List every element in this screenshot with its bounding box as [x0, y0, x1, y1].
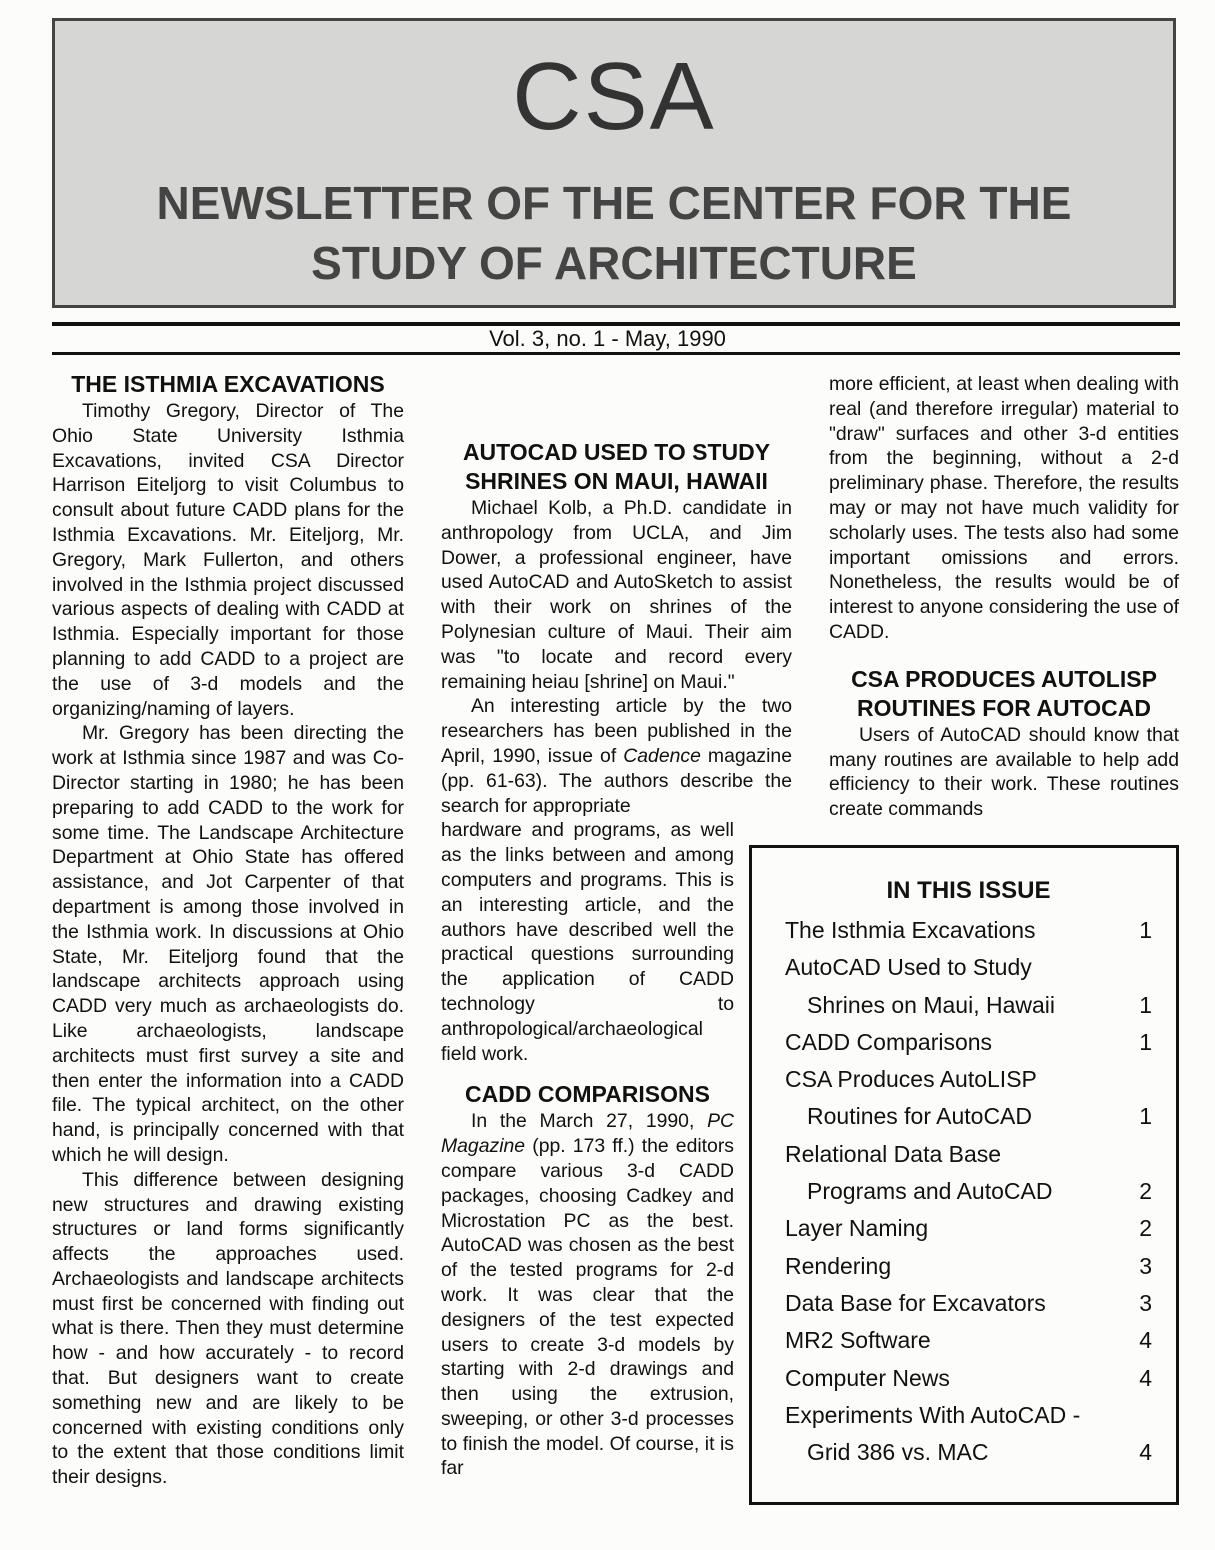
- toc-item-title: CADD Comparisons: [785, 1028, 993, 1055]
- toc-list: [785, 912, 1152, 1471]
- masthead-subtitle-line2: STUDY OF ARCHITECTURE: [311, 237, 917, 289]
- toc-item: [785, 949, 1152, 986]
- toc-item-title: Computer News: [785, 1364, 950, 1391]
- toc-item-page: 1: [1139, 1103, 1152, 1130]
- heading-maui-line2: SHRINES ON MAUI, HAWAII: [465, 468, 768, 494]
- heading-autolisp: [829, 665, 1179, 723]
- toc-item-page: 4: [1139, 1439, 1152, 1466]
- toc-item: [785, 1136, 1152, 1173]
- toc-item-page: [1126, 1397, 1152, 1434]
- toc-item: [785, 1322, 1152, 1359]
- toc-item-page: 4: [1139, 1364, 1152, 1391]
- toc-item: [785, 1360, 1152, 1397]
- toc-item: [785, 1434, 1152, 1471]
- toc-item: [785, 1173, 1152, 1210]
- toc-item-title: CSA Produces AutoLISP: [785, 1066, 1037, 1093]
- toc-item-title: Rendering: [785, 1252, 892, 1279]
- toc-item: [785, 1098, 1152, 1135]
- toc-item-title: Routines for AutoCAD: [807, 1103, 1033, 1130]
- cadd-p1-text-b: (pp. 173 ff.) the editors compare various 3-d CADD packages, choosing Cadkey and Microstation PC as the best. AutoCAD was chosen as the best of the tested programs for 2-d work. It was clear that the designers of the test expected users to create 3-d models by starting with 2-d drawings and then using the extrusion, sweeping, or other 3-d processes to finish the model. Of course, it is far: [441, 1135, 734, 1480]
- toc-item-page: 3: [1139, 1252, 1152, 1279]
- maui-paragraph-1: Michael Kolb, a Ph.D. candidate in anthropology from UCLA, and Jim Dower, a professional engineer, have used AutoCAD and AutoSketch to assist with their work on shrines of the Polynesian culture of Maui. Their aim was "to locate and record every remaining heiau [shrine] on Maui.": [441, 497, 792, 693]
- in-this-issue-box: [749, 845, 1179, 1505]
- toc-item-page: 2: [1139, 1178, 1152, 1205]
- toc-item-page: 3: [1139, 1289, 1152, 1316]
- cadd-p1-text-a: In the March 27, 1990,: [471, 1110, 695, 1133]
- toc-item-page: 4: [1139, 1327, 1152, 1354]
- column-1: [52, 370, 404, 1490]
- heading-autolisp-line2: ROUTINES FOR AUTOCAD: [857, 694, 1151, 721]
- toc-item-page: 2: [1139, 1215, 1152, 1242]
- pc-magazine-title: PC Magazine: [441, 1110, 734, 1158]
- autolisp-paragraph-1: Users of AutoCAD should know that many routines are available to help add efficiency to their work. These routines create commands: [829, 723, 1179, 821]
- toc-item: [785, 1061, 1152, 1098]
- maui-p2-text-b: magazine (pp. 61-63). The authors describe the search for appropriate: [441, 744, 792, 817]
- toc-item: [785, 1210, 1152, 1247]
- issue-line: Vol. 3, no. 1 - May, 1990: [489, 326, 726, 351]
- masthead-subtitle: [55, 173, 1173, 293]
- isthmia-paragraph-1: Timothy Gregory, Director of The Ohio State University Isthmia Excavations, invited CSA Director Harrison Eiteljorg to visit Columbus to consult about future CADD plans for the Isthmia Excavations. Mr. Eiteljorg, Mr. Gregory, Mark Fullerton, and others involved in the Isthmia project discussed various aspects of dealing with CADD at Isthmia. Especially important for those planning to add CADD to a project are the use of 3-d models and the organizing/naming of layers.: [52, 400, 404, 720]
- toc-item: [785, 1024, 1152, 1061]
- heading-cadd: CADD COMPARISONS: [465, 1081, 710, 1108]
- toc-item-page: [1126, 1061, 1152, 1098]
- toc-item-title: Experiments With AutoCAD -: [785, 1401, 1081, 1428]
- toc-item-title: The Isthmia Excavations: [785, 917, 1036, 943]
- heading-maui: [441, 438, 792, 496]
- toc-item-title: Shrines on Maui, Hawaii: [807, 991, 1056, 1018]
- toc-item-page: [1126, 1136, 1152, 1173]
- toc-item-page: 1: [1139, 917, 1152, 943]
- heading-autolisp-line1: CSA PRODUCES AUTOLISP: [851, 665, 1157, 692]
- toc-item: [785, 1248, 1152, 1285]
- toc-item-page: [1126, 949, 1152, 986]
- maui-paragraph-2-cont: hardware and programs, as well as the links between and among computers and programs. This is an interesting article, and the authors have described well the practical questions surrounding the application of CADD technology to anthropological/archaeological field work.: [441, 819, 734, 1065]
- toc-item-page: 1: [1139, 1028, 1152, 1055]
- masthead-subtitle-line1: NEWSLETTER OF THE CENTER FOR THE: [156, 177, 1072, 229]
- toc-item-title: Grid 386 vs. MAC: [807, 1439, 989, 1466]
- toc-heading: IN THIS ISSUE: [886, 877, 1051, 904]
- toc-item-title: Relational Data Base: [785, 1140, 1002, 1167]
- heading-maui-line1: AUTOCAD USED TO STUDY: [462, 439, 771, 465]
- toc-item: [785, 1285, 1152, 1322]
- isthmia-paragraph-2: Mr. Gregory has been directing the work at Isthmia since 1987 and was Co-Director starting in 1980; he has been preparing to add CADD to the work for some time. The Landscape Architecture Department at Ohio State has offered assistance, and Jot Carpenter of that department is among those involved in the Isthmia work. In discussions at Ohio State, Mr. Eiteljorg found that the landscape architects approach using CADD very much as archaeologists do. Like archaeologists, landscape architects must first survey a site and then enter the information into a CADD file. The typical architect, on the other hand, is principally concerned with that which he will design.: [52, 722, 404, 1166]
- maui-p2-text-a: An interesting article by the two researchers has been published in the April, 1990, issue of: [441, 695, 792, 767]
- masthead-title: CSA: [512, 43, 716, 150]
- toc-item: [785, 1397, 1152, 1434]
- toc-item-title: AutoCAD Used to Study: [785, 954, 1032, 981]
- cadence-title: Cadence: [623, 744, 701, 767]
- masthead: [52, 18, 1176, 308]
- toc-item-title: Layer Naming: [785, 1215, 929, 1242]
- column-3: [829, 372, 1179, 822]
- isthmia-paragraph-3: This difference between designing new structures and drawing existing structures or land forms significantly affects the approaches used. Archaeologists and landscape architects must first be concerned with finding out what is there. Then they must determine how - and how accurately - to record that. But designers want to create something new and are likely to be concerned with existing conditions only to the extent that those conditions limit their designs.: [52, 1168, 404, 1489]
- toc-item: [785, 912, 1152, 949]
- bottom-rule: [52, 352, 1180, 355]
- toc-item: [785, 987, 1152, 1024]
- toc-item-title: Data Base for Excavators: [785, 1289, 1046, 1316]
- cadd-paragraph-1-cont: more efficient, at least when dealing with real (and therefore irregular) material to "draw" surfaces and other 3-d entities from the beginning, without a 2-d preliminary phase. Therefore, the results may or may not have much validity for scholarly uses. The tests also had some important omissions and errors. Nonetheless, the results would be of interest to anyone considering the use of CADD.: [829, 373, 1179, 643]
- maui-paragraph-2: [441, 694, 792, 818]
- toc-item-title: MR2 Software: [785, 1327, 931, 1354]
- toc-item-title: Programs and AutoCAD: [807, 1178, 1053, 1205]
- column-2: [441, 370, 792, 1481]
- heading-isthmia: THE ISTHMIA EXCAVATIONS: [71, 371, 385, 397]
- toc-item-page: 1: [1139, 991, 1152, 1018]
- cadd-paragraph-1: [441, 1109, 734, 1481]
